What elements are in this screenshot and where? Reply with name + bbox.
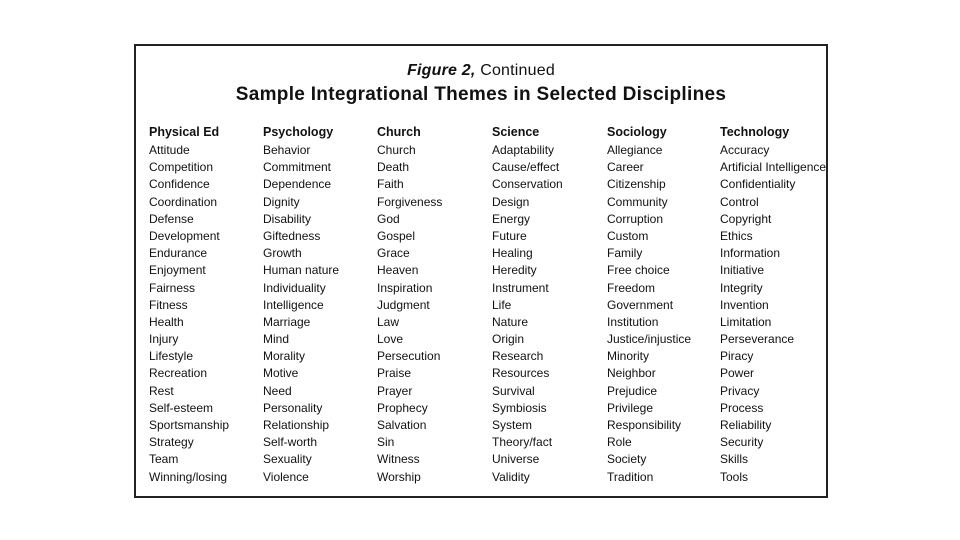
theme-item: Witness [377, 452, 420, 467]
theme-item: Sin [377, 435, 395, 450]
theme-item: Sexuality [263, 452, 312, 467]
theme-item: Team [149, 452, 179, 467]
theme-item: Perseverance [720, 332, 795, 347]
theme-item: Allegiance [607, 143, 663, 157]
theme-item: Judgment [377, 297, 430, 312]
theme-item: Conservation [492, 177, 563, 192]
theme-item: Power [720, 366, 755, 381]
theme-item: Corruption [607, 211, 664, 226]
theme-item: Universe [492, 452, 540, 467]
theme-item: Lifestyle [149, 349, 194, 364]
theme-item: Healing [492, 246, 533, 261]
theme-item: Copyright [720, 211, 772, 226]
figure-number: Figure 2, [407, 62, 476, 79]
theme-item: Instrument [492, 280, 549, 295]
theme-item: Commitment [263, 160, 332, 175]
theme-item: Mind [263, 332, 290, 347]
theme-item: Role [607, 435, 632, 450]
theme-item: Death [377, 160, 410, 175]
figure-box [134, 44, 828, 498]
theme-item: Confidentiality [720, 177, 796, 192]
theme-item: Heaven [377, 263, 419, 278]
theme-item: Initiative [720, 263, 765, 278]
theme-item: Violence [263, 469, 309, 484]
theme-item: Reliability [720, 418, 772, 432]
theme-item: Fairness [149, 280, 196, 295]
theme-item: Strategy [149, 435, 194, 450]
theme-item: Control [720, 194, 759, 209]
theme-item: Piracy [720, 349, 754, 364]
theme-item: Sportsmanship [149, 418, 230, 432]
column-heading: Technology [720, 125, 790, 139]
theme-item: Personality [263, 400, 323, 415]
theme-item: Enjoyment [149, 263, 206, 278]
theme-item: System [492, 418, 533, 432]
theme-item: Persecution [377, 349, 441, 364]
theme-item: Tools [720, 469, 749, 484]
theme-item: Growth [263, 246, 302, 261]
theme-item: Gospel [377, 228, 416, 243]
figure-continued: Continued [475, 62, 555, 79]
theme-item: Cause/effect [492, 160, 560, 175]
theme-item: Coordination [149, 194, 218, 209]
theme-item: Salvation [377, 418, 427, 432]
theme-item: Integrity [720, 280, 763, 295]
theme-item: Validity [492, 469, 530, 484]
theme-item: Prophecy [377, 400, 428, 415]
column-heading: Sociology [607, 125, 667, 139]
theme-item: Justice/injustice [607, 332, 692, 347]
theme-item: Energy [492, 211, 531, 226]
theme-item: Grace [377, 246, 410, 261]
theme-item: Limitation [720, 314, 772, 329]
discipline-column [263, 125, 375, 486]
theme-item: Freedom [607, 280, 656, 295]
theme-item: Information [720, 246, 781, 261]
theme-item: Heredity [492, 263, 537, 278]
theme-item: Defense [149, 211, 194, 226]
theme-item: Ethics [720, 228, 753, 243]
theme-item: Disability [263, 211, 312, 226]
theme-item: Process [720, 400, 764, 415]
theme-item: Family [607, 246, 643, 261]
theme-item: Citizenship [607, 177, 666, 192]
theme-item: Intelligence [263, 297, 324, 312]
theme-item: Human nature [263, 263, 340, 278]
column-heading: Physical Ed [149, 125, 220, 139]
theme-item: Skills [720, 452, 749, 467]
theme-item: Prayer [377, 383, 413, 398]
theme-item: Accuracy [720, 143, 770, 157]
theme-item: Research [492, 349, 544, 364]
theme-item: Faith [377, 177, 404, 192]
discipline-column [492, 125, 604, 486]
discipline-column [607, 125, 719, 486]
theme-item: Forgiveness [377, 194, 443, 209]
theme-item: Minority [607, 349, 650, 364]
theme-item: Church [377, 143, 416, 157]
theme-item: Artificial Intelligence [720, 160, 827, 175]
theme-item: Privilege [607, 400, 654, 415]
figure-label [136, 62, 826, 80]
column-heading: Church [377, 125, 421, 139]
theme-item: Morality [263, 349, 306, 364]
theme-item: Marriage [263, 314, 311, 329]
discipline-column [720, 125, 832, 486]
theme-item: Motive [263, 366, 299, 381]
theme-item: Adaptability [492, 143, 555, 157]
theme-item: Design [492, 194, 530, 209]
theme-list [263, 142, 375, 486]
theme-item: Institution [607, 314, 659, 329]
discipline-column [149, 125, 261, 486]
theme-item: Nature [492, 314, 529, 329]
theme-item: Theory/fact [492, 435, 553, 450]
theme-list [607, 142, 719, 486]
theme-item: Praise [377, 366, 412, 381]
theme-item: Dignity [263, 194, 300, 209]
theme-item: Neighbor [607, 366, 656, 381]
theme-list [149, 142, 261, 486]
theme-item: Individuality [263, 280, 326, 295]
theme-item: Winning/losing [149, 469, 228, 484]
theme-item: Development [149, 228, 220, 243]
theme-item: Dependence [263, 177, 332, 192]
column-heading: Science [492, 125, 540, 139]
theme-item: Invention [720, 297, 769, 312]
theme-item: Self-esteem [149, 400, 214, 415]
theme-item: Security [720, 435, 764, 450]
theme-item: Government [607, 297, 674, 312]
theme-item: Giftedness [263, 228, 321, 243]
theme-item: Future [492, 228, 527, 243]
theme-item: Relationship [263, 418, 330, 432]
theme-item: Need [263, 383, 292, 398]
theme-item: Origin [492, 332, 525, 347]
theme-item: Tradition [607, 469, 654, 484]
theme-item: Prejudice [607, 383, 658, 398]
column-heading: Psychology [263, 125, 334, 139]
theme-item: Law [377, 314, 400, 329]
theme-item: Resources [492, 366, 550, 381]
theme-list [492, 142, 604, 486]
theme-item: Free choice [607, 263, 670, 278]
theme-item: God [377, 211, 400, 226]
theme-item: Recreation [149, 366, 208, 381]
figure-title: Sample Integrational Themes in Selected Disciplines [235, 84, 727, 105]
theme-item: Self-worth [263, 435, 318, 450]
theme-item: Health [149, 314, 184, 329]
theme-item: Survival [492, 383, 535, 398]
theme-item: Attitude [149, 143, 190, 157]
theme-item: Privacy [720, 383, 760, 398]
theme-item: Society [607, 452, 647, 467]
theme-item: Behavior [263, 143, 311, 157]
theme-item: Injury [149, 332, 179, 347]
theme-item: Competition [149, 160, 214, 175]
theme-item: Love [377, 332, 404, 347]
theme-item: Career [607, 160, 644, 175]
theme-list [377, 142, 489, 486]
theme-item: Fitness [149, 297, 188, 312]
theme-item: Worship [377, 469, 421, 484]
theme-item: Custom [607, 228, 649, 243]
theme-item: Confidence [149, 177, 210, 192]
theme-item: Inspiration [377, 280, 433, 295]
theme-list [720, 142, 832, 486]
theme-item: Life [492, 297, 512, 312]
theme-item: Symbiosis [492, 400, 547, 415]
discipline-column [377, 125, 489, 486]
theme-item: Responsibility [607, 418, 682, 432]
theme-item: Endurance [149, 246, 208, 261]
theme-item: Community [607, 194, 668, 209]
theme-item: Rest [149, 383, 174, 398]
